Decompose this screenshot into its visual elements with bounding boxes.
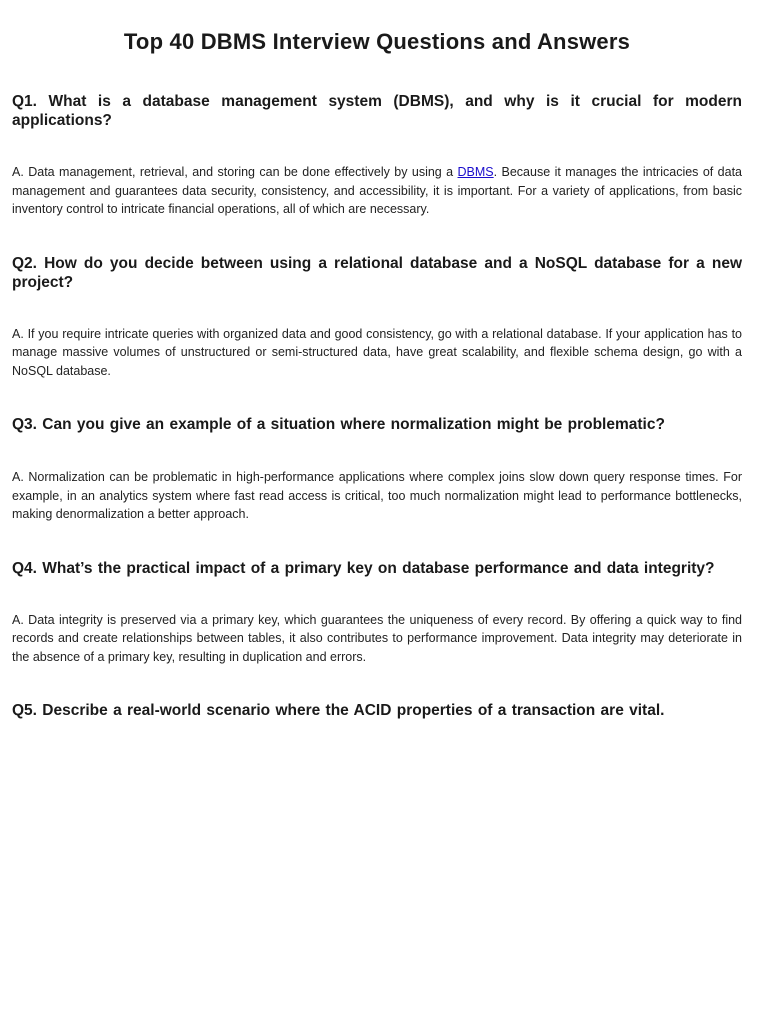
question-4: Q4. What’s the practical impact of a primary key on database performance and data integrity? [12,559,715,577]
page-title: Top 40 DBMS Interview Questions and Answers [123,29,631,54]
question-5: Q5. Describe a real-world scenario where the ACID properties of a transaction are vital. [12,702,665,719]
question-1: Q1. What is a database management system (DBMS), and why is it crucial for modern applications? [12,93,742,129]
answer-4: A. Data integrity is preserved via a primary key, which guarantees the uniqueness of every record. By offering a quick way to find records and create relationships between tables, it also contributes to performance improvement. Data integrity may deteriorate in the absence of a primary key, resulting in duplication and errors. [12,612,742,664]
question-2: Q2. How do you decide between using a relational database and a NoSQL database for a new project? [12,254,742,291]
document-page [12,0,742,720]
answer-1-text-after-link: . Because it manages the intricacies of data management and guarantees data security, consistency, and accessibility, it is important. For a variety of applications, from basic inventory control to intricate financial operations, all of which are necessary. [12,165,742,216]
answer-1 [12,163,742,219]
answer-1-text-before-link: A. Data management, retrieval, and storing can be done effectively by using a [12,165,458,179]
answer-3: A. Normalization can be problematic in high-performance applications where complex joins slow down query response times. For example, in an analytics system where fast read access is critical, too much normalization might lead to performance bottlenecks, making denormalization a better approach. [12,470,742,521]
answer-2: A. If you require intricate queries with organized data and good consistency, go with a relational database. If your application has to manage massive volumes of unstructured or semi-structured data, have great scalability, and flexible schema design, go with a NoSQL database. [12,326,742,378]
question-3: Q3. Can you give an example of a situation where normalization might be problematic? [12,416,665,433]
dbms-link[interactable]: DBMS [457,165,494,179]
